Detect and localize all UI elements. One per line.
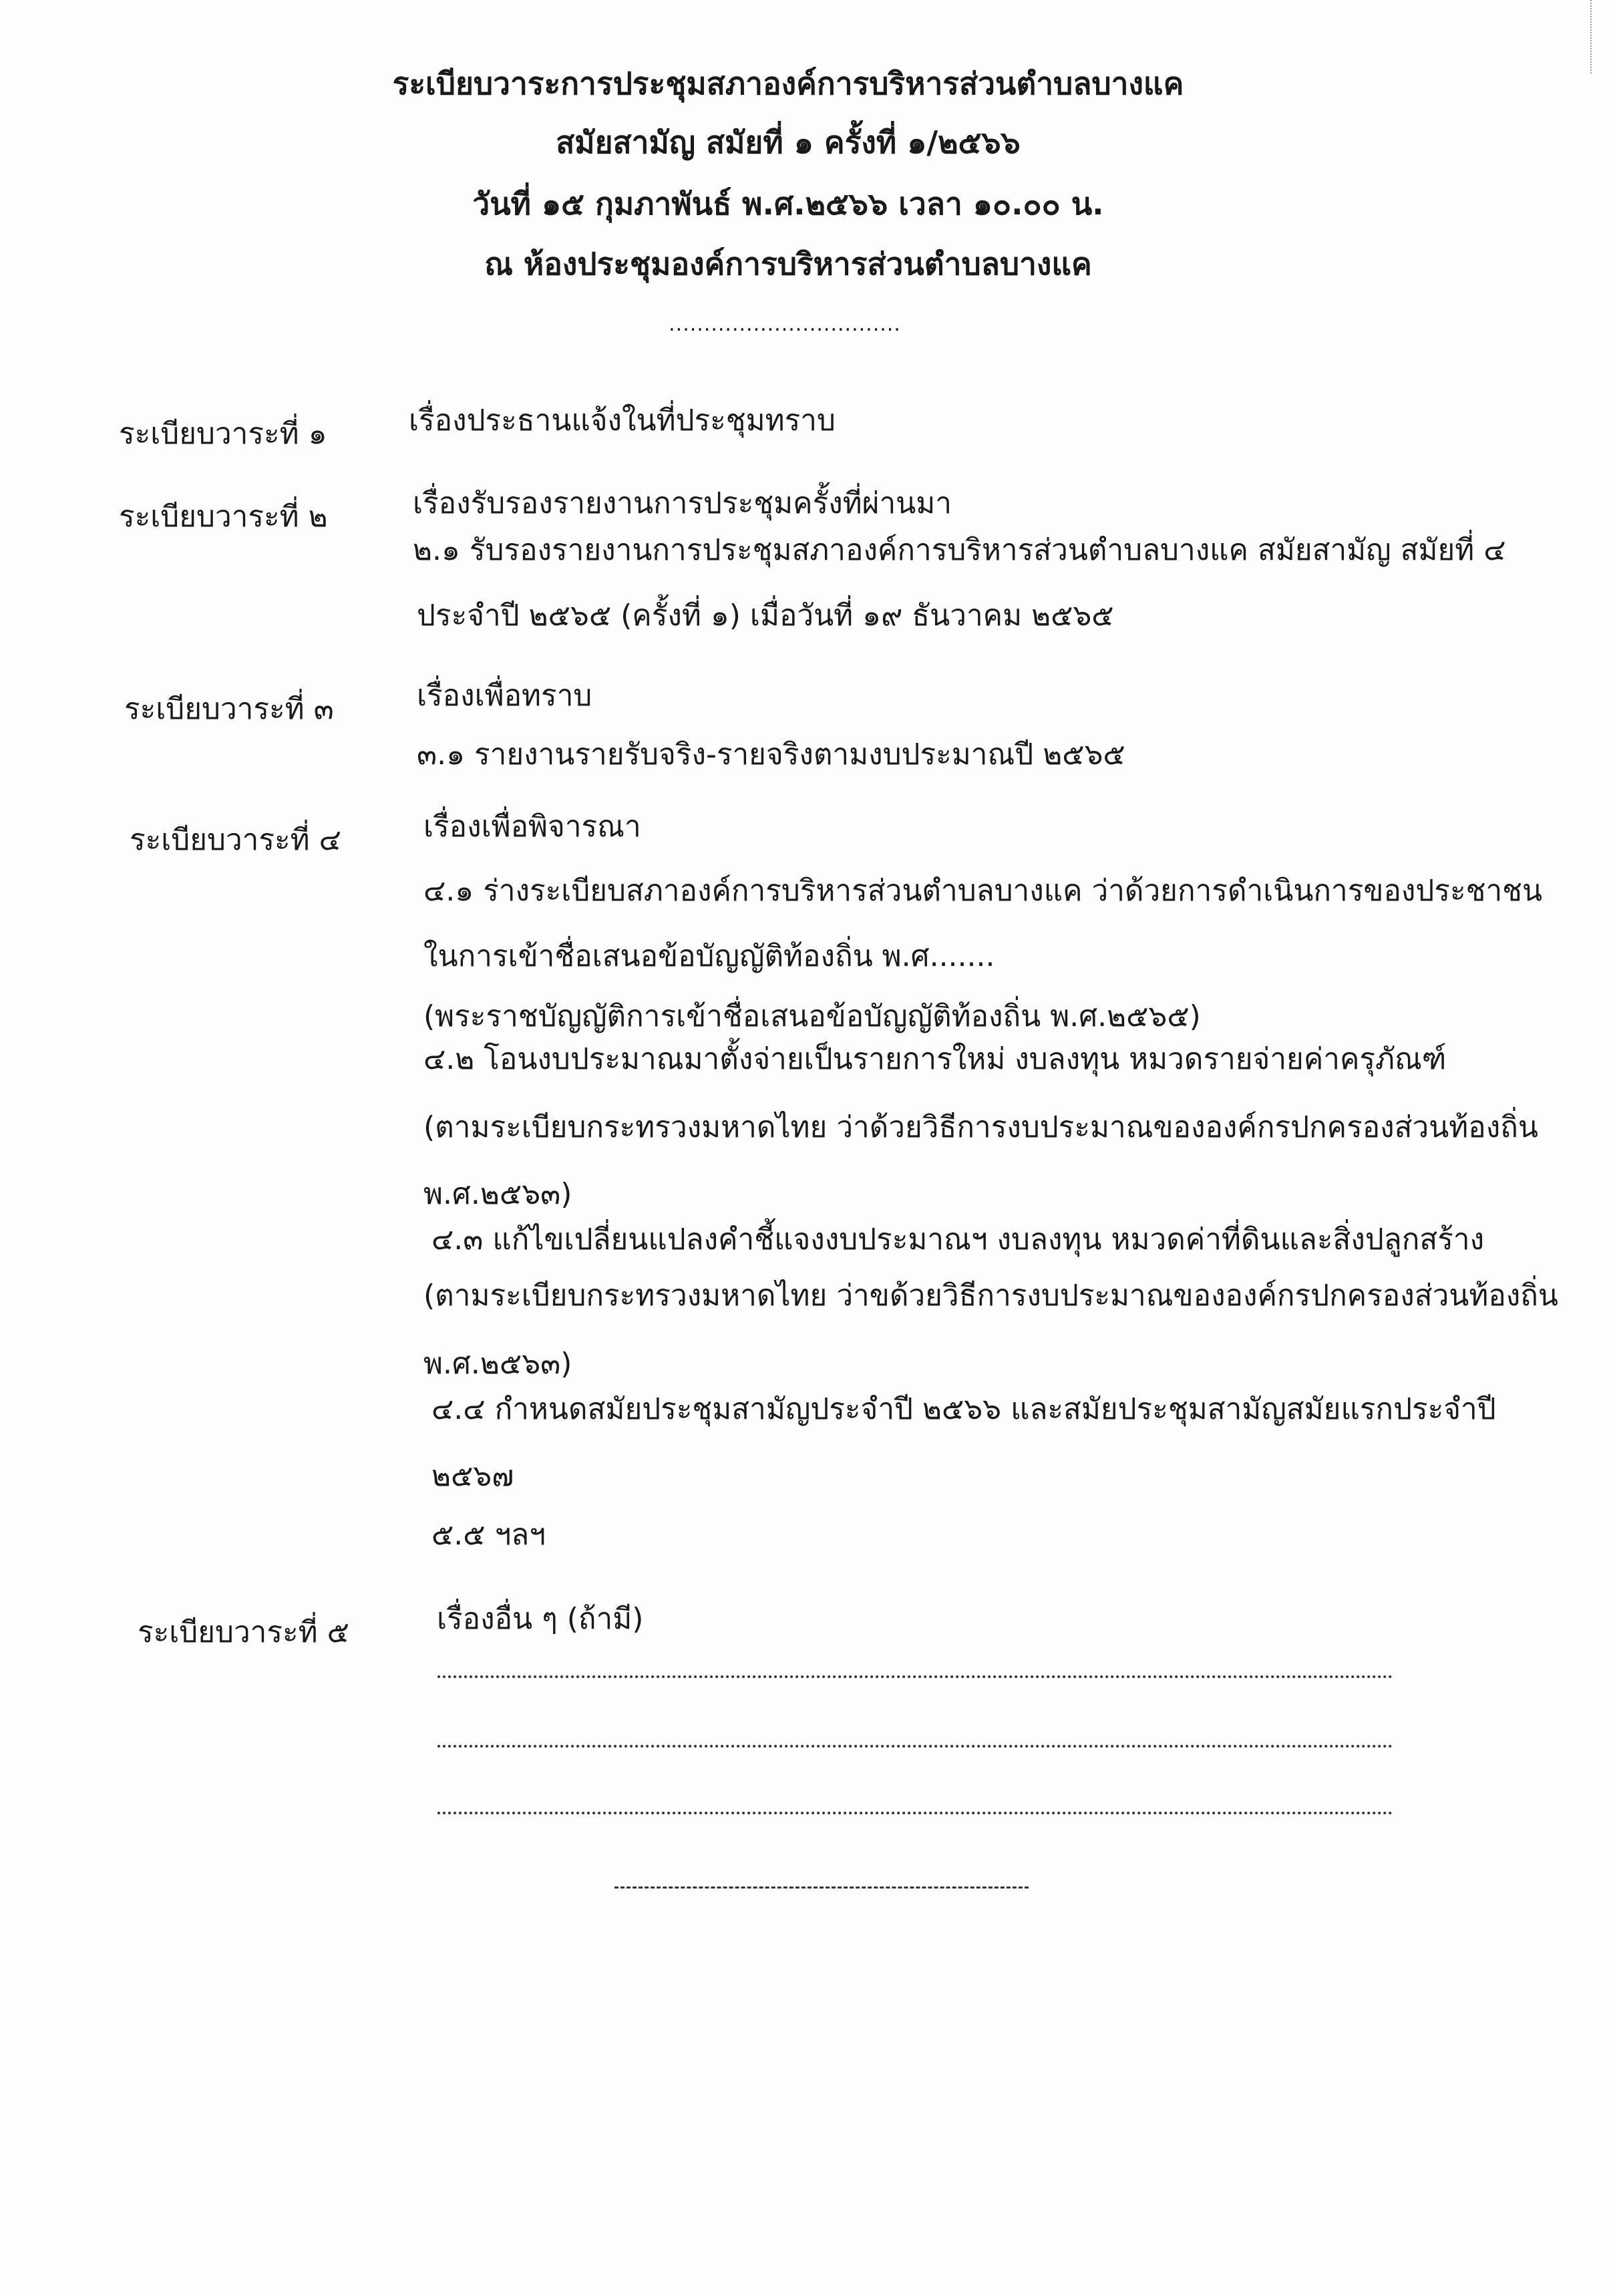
agenda-4-line-6: พ.ศ.๒๕๖๓) (423, 1177, 572, 1211)
agenda-4-label: ระเบียบวาระที่ ๔ (130, 823, 341, 857)
agenda-5-label: ระเบียบวาระที่ ๕ (138, 1615, 349, 1649)
doc-date-time: วันที่ ๑๕ กุมภาพันธ์ พ.ศ.๒๕๖๖ เวลา ๑๐.๐๐ น. (472, 186, 1104, 222)
agenda-4-line-5: (ตามระเบียบกระทรวงมหาดไทย ว่าด้วยวิธีการงบประมาณขององค์กรปกครองส่วนท้องถิ่น (423, 1110, 1538, 1144)
agenda-4-line-4: ๔.๒ โอนงบประมาณมาตั้งจ่ายเป็นรายการใหม่ งบลงทุน หมวดรายจ่ายค่าครุภัณฑ์ (423, 1042, 1447, 1076)
scan-edge-mark (1590, 0, 1596, 73)
agenda-4-title: เรื่องเพื่อพิจารณา (423, 810, 641, 844)
agenda-4-line-7: ๔.๓ แก้ไขเปลี่ยนแปลงคำชี้แจงงบประมาณฯ งบลงทุน หมวดค่าที่ดินและสิ่งปลูกสร้าง (431, 1222, 1485, 1257)
header-divider-dots: ................................. (669, 313, 901, 336)
doc-session: สมัยสามัญ สมัยที่ ๑ ครั้งที่ ๑/๒๕๖๖ (556, 124, 1021, 160)
agenda-4-line-10: ๔.๔ กำหนดสมัยประชุมสามัญประจำปี ๒๕๖๖ และสมัยประชุมสามัญสมัยแรกประจำปี (431, 1392, 1496, 1426)
agenda-2-title: เรื่องรับรองรายงานการประชุมครั้งที่ผ่านมา (413, 486, 952, 520)
agenda-4-line-9: พ.ศ.๒๕๖๓) (423, 1347, 572, 1381)
agenda-3-label: ระเบียบวาระที่ ๓ (124, 692, 334, 726)
doc-title: ระเบียบวาระการประชุมสภาองค์การบริหารส่วนตำบลบางแค (392, 65, 1184, 102)
agenda-4-line-12: ๕.๕ ฯลฯ (431, 1518, 546, 1552)
agenda-3-title: เรื่องเพื่อทราบ (417, 679, 592, 713)
agenda-5-title: เรื่องอื่น ๆ (ถ้ามี) (437, 1602, 644, 1636)
agenda-4-line-11: ๒๕๖๗ (431, 1459, 514, 1493)
blank-line-3 (437, 1808, 1393, 1814)
doc-venue: ณ ห้องประชุมองค์การบริหารส่วนตำบลบางแค (484, 246, 1092, 282)
agenda-4-line-1: ๔.๑ ร่างระเบียบสภาองค์การบริหารส่วนตำบลบางแค ว่าด้วยการดำเนินการของประชาชน (423, 874, 1543, 908)
agenda-2-label: ระเบียบวาระที่ ๒ (119, 500, 328, 534)
agenda-4-line-3: (พระราชบัญญัติการเข้าชื่อเสนอข้อบัญญัติท้องถิ่น พ.ศ.๒๕๖๕) (423, 999, 1201, 1033)
agenda-1-title: เรื่องประธานแจ้งในที่ประชุมทราบ (409, 403, 836, 438)
agenda-2-line-2: ประจำปี ๒๕๖๕ (ครั้งที่ ๑) เมื่อวันที่ ๑๙ ธันวาคม ๒๕๖๕ (417, 599, 1114, 633)
blank-line-1 (437, 1671, 1393, 1678)
agenda-4-line-8: (ตามระเบียบกระทรวงมหาดไทย ว่าขด้วยวิธีการงบประมาณขององค์กรปกครองส่วนท้องถิ่น (423, 1279, 1558, 1313)
agenda-4-line-2: ในการเข้าชื่อเสนอข้อบัญญัติท้องถิ่น พ.ศ....... (423, 939, 995, 973)
agenda-3-line-1: ๓.๑ รายงานรายรับจริง-รายจริงตามงบประมาณปี ๒๕๖๕ (417, 737, 1125, 772)
blank-line-2 (437, 1741, 1393, 1748)
agenda-2-line-1: ๒.๑ รับรองรายงานการประชุมสภาองค์การบริหารส่วนตำบลบางแค สมัยสามัญ สมัยที่ ๔ (413, 533, 1506, 567)
agenda-1-label: ระเบียบวาระที่ ๑ (119, 417, 327, 451)
end-of-document-line (614, 1884, 1029, 1889)
